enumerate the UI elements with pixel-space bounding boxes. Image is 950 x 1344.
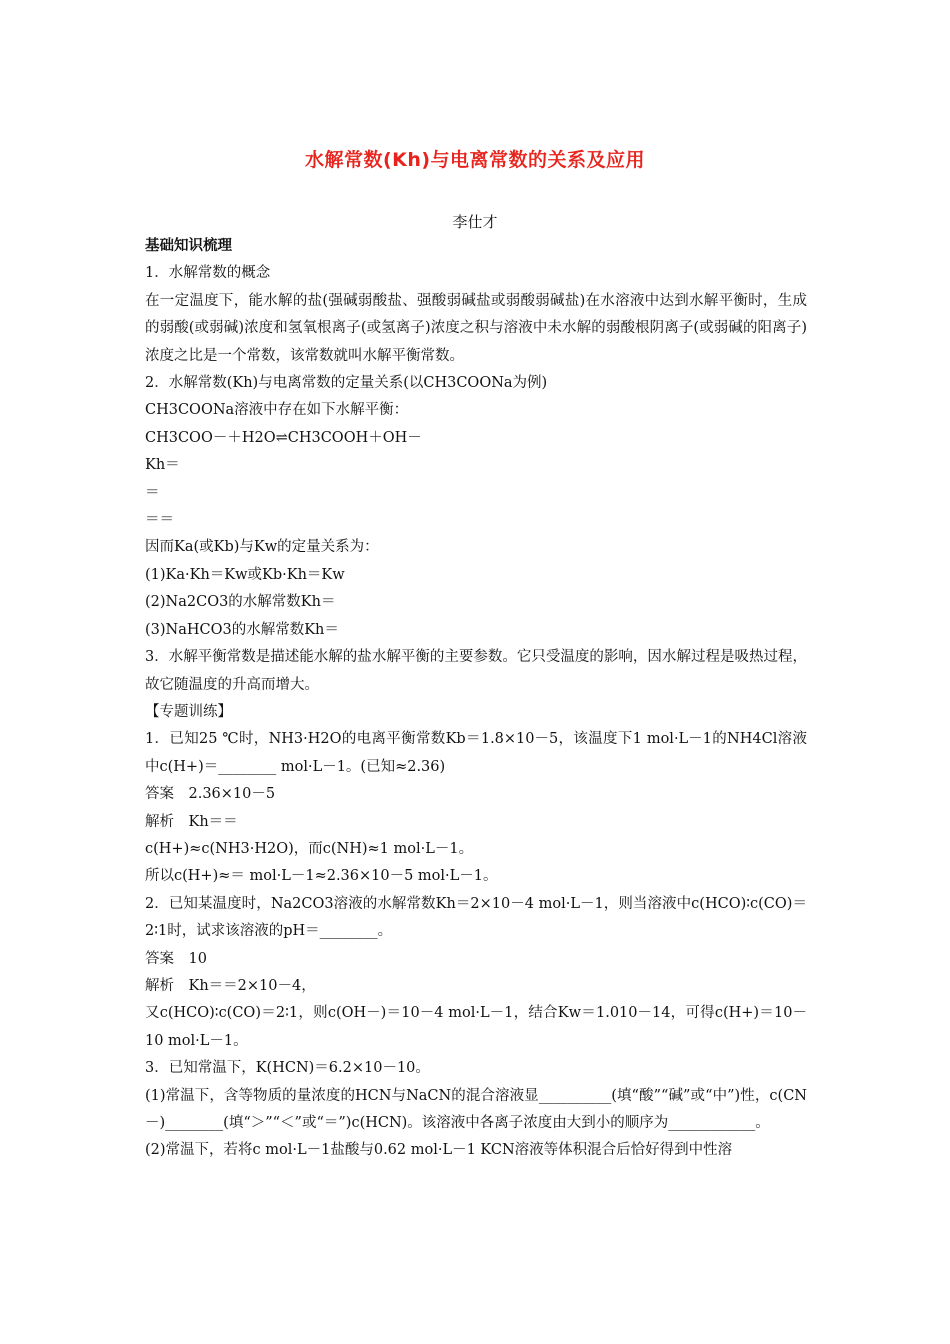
section-heading: 基础知识梳理 <box>145 238 232 254</box>
text-line: 因而Ka(或Kb)与Kw的定量关系为： <box>145 539 379 556</box>
analysis-line: 所以c(H+)≈＝ mol·L－1≈2.36×10－5 mol·L－1。 <box>145 868 498 885</box>
question: 1．已知25 ℃时，NH3·H2O的电离平衡常数Kb＝1.8×10－5，该温度下1 mol·L－1的NH4Cl溶液中c(H+)＝________ mol·L－1。(已知≈2.36) <box>145 731 807 775</box>
paragraph: 3．水解平衡常数是描述能水解的盐水解平衡的主要参数。它只受温度的影响，因水解过程是吸热过程，故它随温度的升高而增大。 <box>145 649 807 693</box>
author-name: 李仕才 <box>452 213 498 231</box>
question-part: (2)常温下，若将c mol·L－1盐酸与0.62 mol·L－1 KCN溶液等体积混合后恰好得到中性溶 <box>145 1142 733 1159</box>
analysis-line: c(H+)≈c(NH3·H2O)，而c(NH)≈1 mol·L－1。 <box>145 840 474 857</box>
analysis-line: 解析 Kh＝＝ <box>145 813 238 830</box>
equation-line: (3)NaHCO3的水解常数Kh＝ <box>145 621 339 638</box>
paragraph: 在一定温度下，能水解的盐(强碱弱酸盐、强酸弱碱盐或弱酸弱碱盐)在水溶液中达到水解平衡时，生成的弱酸(或弱碱)浓度和氢氧根离子(或氢离子)浓度之积与溶液中未水解的弱酸根阴离子(或弱碱的阳离子)浓度之比是一个常数，该常数就叫水解平衡常数。 <box>145 292 807 364</box>
text-line: CH3COONa溶液中存在如下水解平衡： <box>145 402 409 419</box>
item-heading: 2．水解常数(Kh)与电离常数的定量关系(以CH3COONa为例) <box>145 375 548 392</box>
document-title: 水解常数(Kh)与电离常数的关系及应用 <box>304 149 646 171</box>
document-body <box>145 233 807 1165</box>
answer-line: 答案 2.36×10－5 <box>145 786 276 803</box>
item-heading: 1．水解常数的概念 <box>145 265 271 282</box>
equation-line: (1)Ka·Kh＝Kw或Kb·Kh＝Kw <box>145 566 345 583</box>
analysis-line: 又c(HCO)∶c(CO)＝2∶1，则c(OH－)＝10－4 mol·L－1，结合Kw＝1.010－14，可得c(H+)＝10－10 mol·L－1。 <box>145 1005 807 1049</box>
section-heading: 【专题训练】 <box>145 703 232 720</box>
equation-line: ＝ <box>145 484 160 501</box>
analysis-line: 解析 Kh＝＝2×10－4， <box>145 977 316 994</box>
question: 2．已知某温度时，Na2CO3溶液的水解常数Kh＝2×10－4 mol·L－1，则当溶液中c(HCO)∶c(CO)＝2∶1时，试求该溶液的pH＝________。 <box>145 895 807 940</box>
question-part: (1)常温下，含等物质的量浓度的HCN与NaCN的混合溶液显__________(填“酸”“碱”或“中”)性，c(CN－)________(填“＞”“＜”或“＝”)c(HCN)。该溶液中各离子浓度由大到小的顺序为____________。 <box>145 1087 807 1131</box>
equation-line: Kh＝ <box>145 457 180 474</box>
equation-line: (2)Na2CO3的水解常数Kh＝ <box>145 594 336 611</box>
question: 3．已知常温下，K(HCN)＝6.2×10－10。 <box>145 1060 430 1077</box>
equation-line: ＝＝ <box>145 512 174 529</box>
answer-line: 答案 10 <box>145 950 207 967</box>
equation-line: CH3COO－＋H2O⇌CH3COOH＋OH－ <box>145 429 422 446</box>
